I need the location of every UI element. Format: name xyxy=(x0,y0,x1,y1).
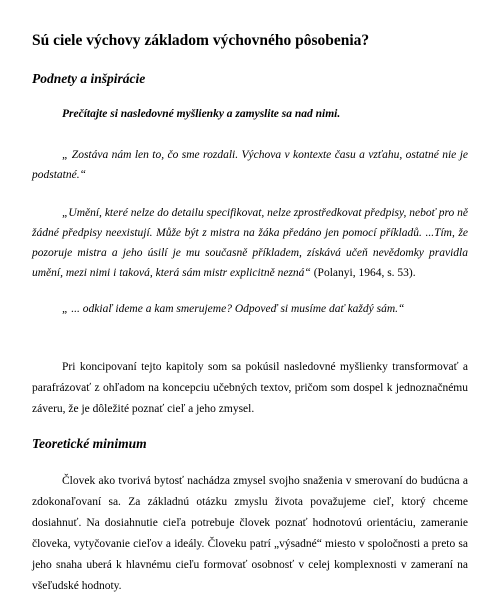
page-title: Sú ciele výchovy základom výchovného pôsobenia? xyxy=(32,32,370,49)
quote-3: „ ... odkiaľ ideme a kam smerujeme? Odpoveď si musíme dať každý sám.“ xyxy=(62,303,405,315)
section-heading-inspiration: Podnety a inšpirácie xyxy=(32,71,146,86)
instruction-text: Prečítajte si nasledovné myšlienky a zamyslite sa nad nimi. xyxy=(62,108,341,120)
section-heading-theory: Teoretické minimum xyxy=(32,436,147,451)
quote-2 xyxy=(32,203,468,283)
quote-2-citation: (Polanyi, 1964, s. 53). xyxy=(310,267,416,279)
quote-1: „ Zostáva nám len to, čo sme rozdali. Výchova v kontexte času a vzťahu, ostatné nie je podstatné.“ xyxy=(32,149,468,181)
paragraph-intro: Pri koncipovaní tejto kapitoly som sa pokúsil nasledovné myšlienky transformovať a parafrázovať z ohľadom na koncepciu učebných textov, pričom som dospel k jednoznačnému záveru, že je dôležité poznať cieľ a jeho zmysel. xyxy=(32,361,468,415)
quote-2-text: „Umění, které nelze do detailu specifikovat, nelze zprostředkovat předpisy, neboť pro ně žádné předpisy neexistují. Může být z mistra na žáka předáno jen pomocí příkladů. ...Tím, že pozoruje mistra a jeho úsilí je mu současně příkladem, získává učeň nevědomky pravidla umění, mezi nimi i taková, která sám mistr explicitně nezná“ xyxy=(32,207,468,279)
paragraph-theory: Človek ako tvorivá bytosť nachádza zmysel svojho snaženia v smerovaní do budúcna a zdokonaľovaní sa. Za základnú otázku zmyslu života považujeme cieľ, ktorý chceme dosiahnuť. Na dosiahnutie cieľa potrebuje človek poznať hodnotovú orientáciu, zameranie človeka, vytyčovanie cieľov a ideály. Človeku patrí „výsadné“ miesto v spoločnosti a preto sa jeho snaha uberá k hlavnému cieľu formovať osobnosť v celej komplexnosti v zameraní na všeľudské hodnoty. xyxy=(32,475,468,592)
